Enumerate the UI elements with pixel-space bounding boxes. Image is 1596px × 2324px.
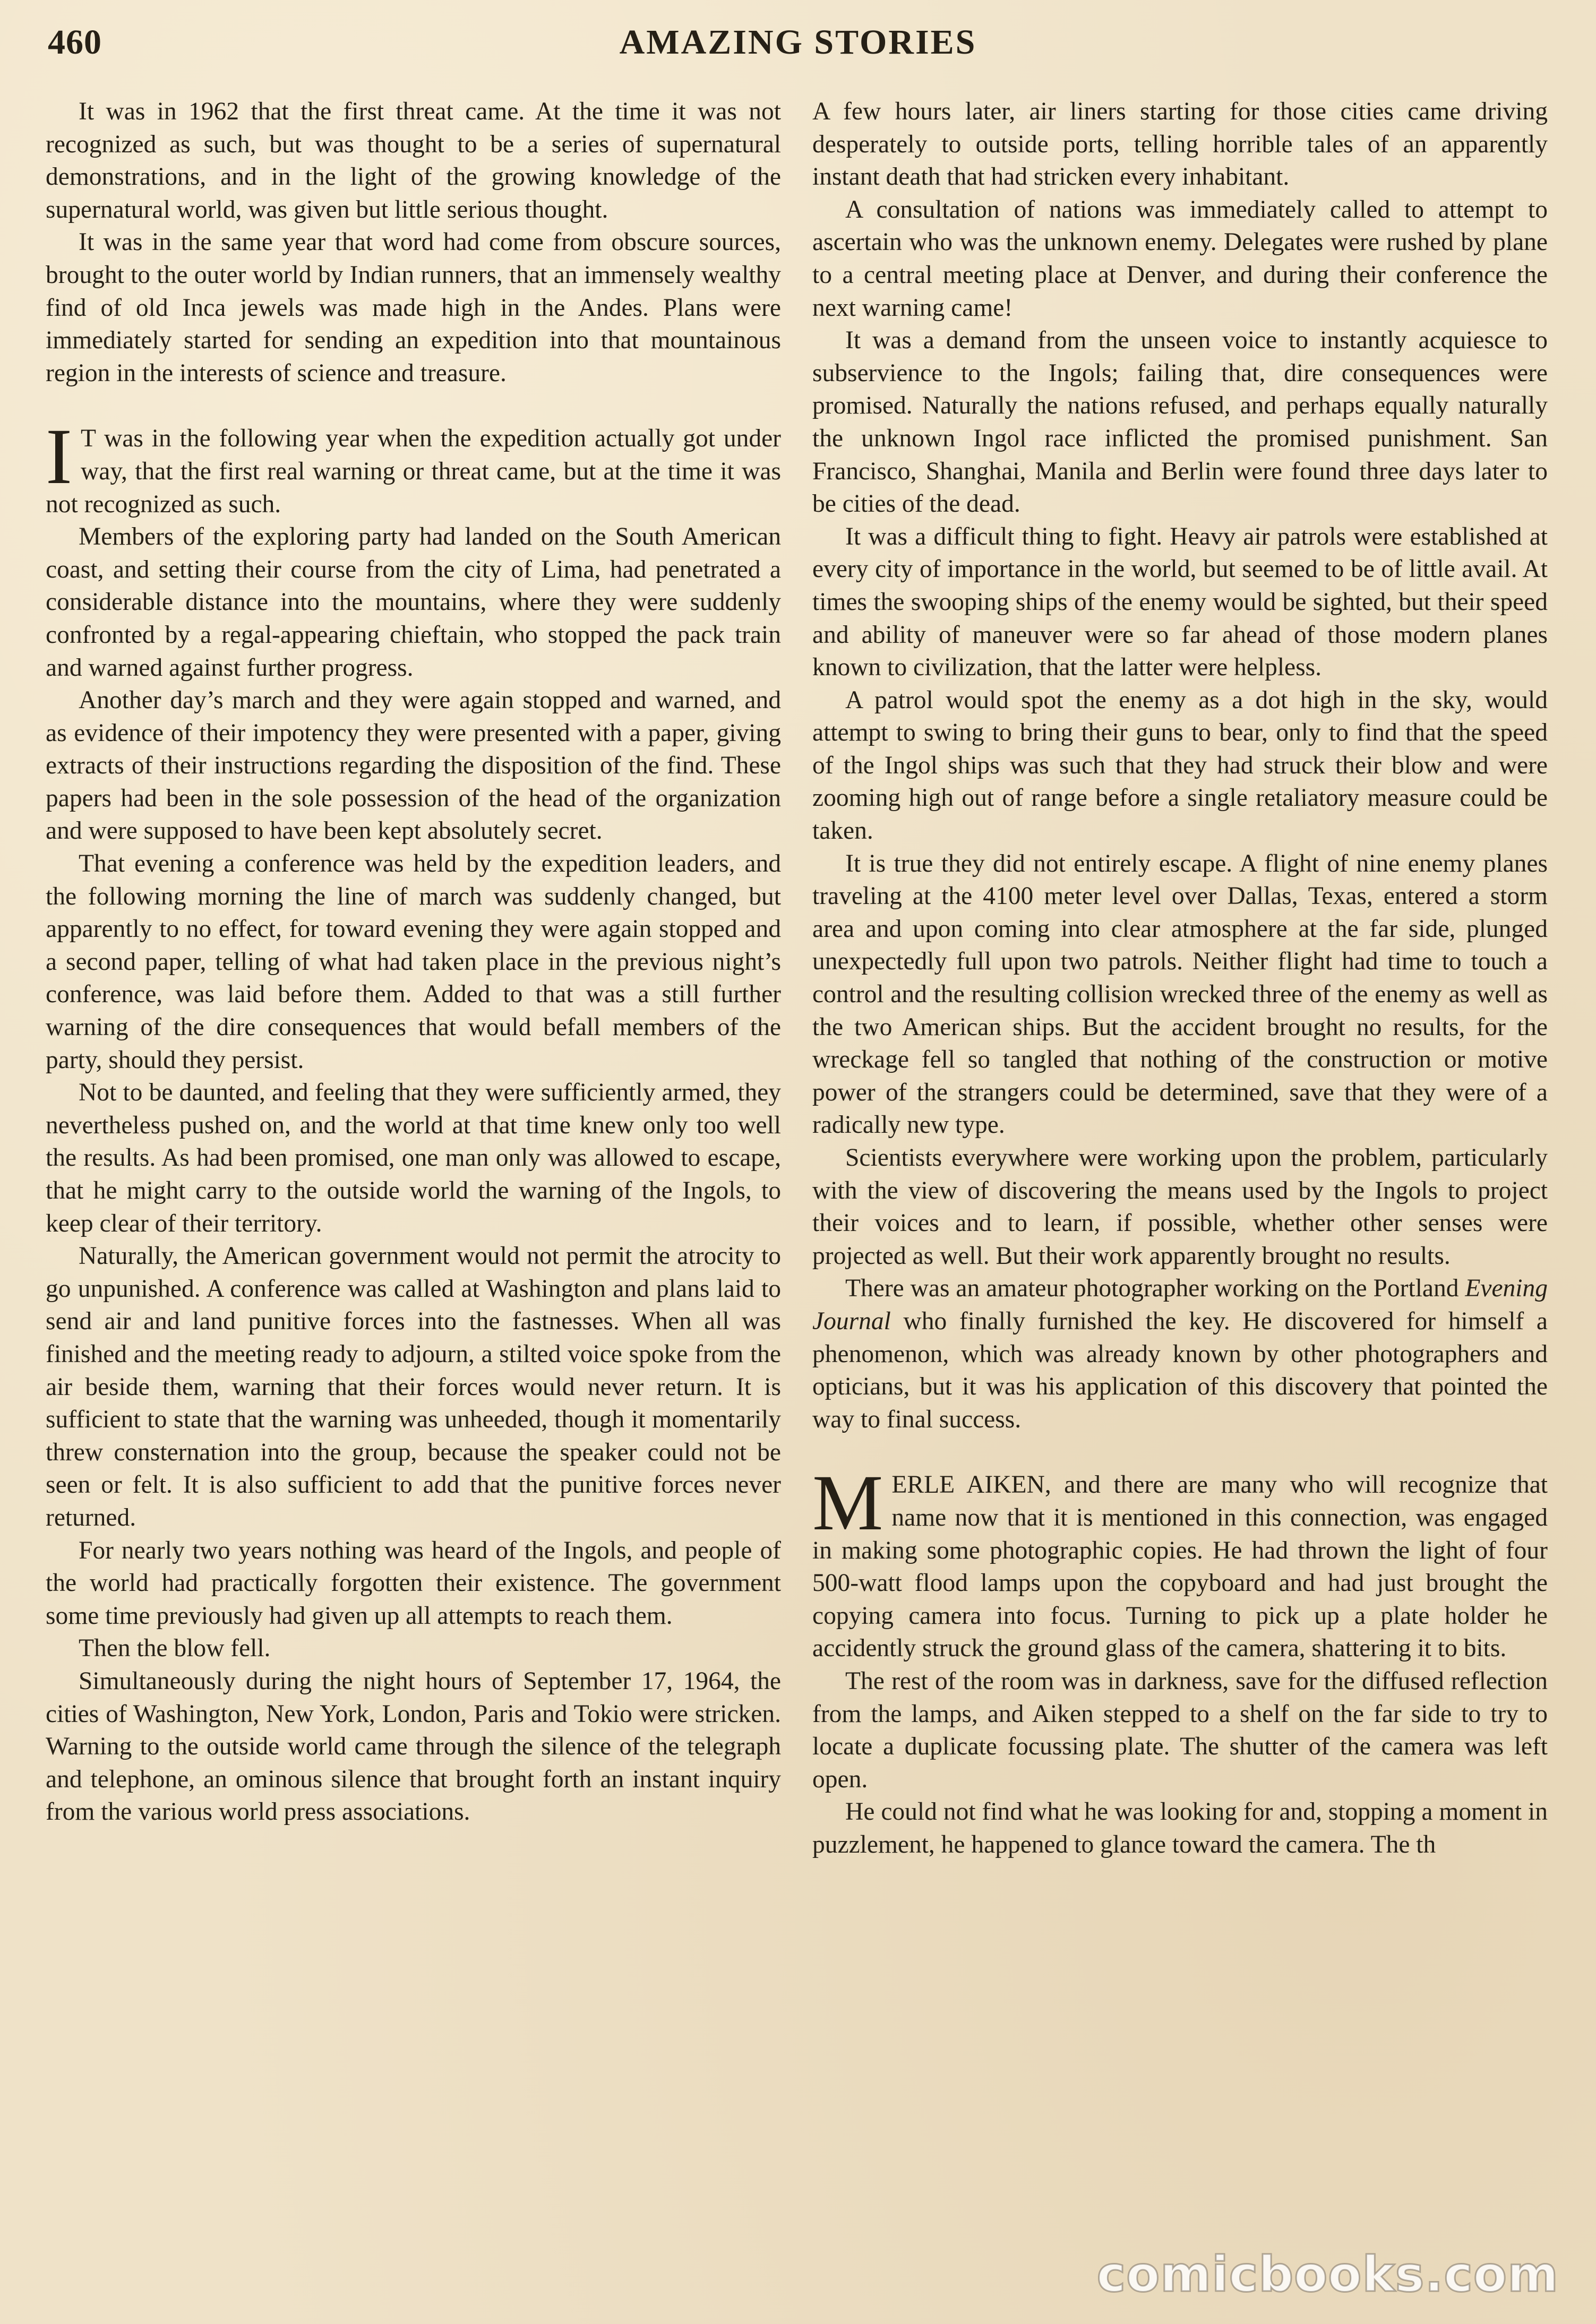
paragraph: The rest of the room was in darkness, save for the diffused reflection from the lamps, and Aiken stepped to a shelf on the far side to try to locate a duplicate focussing plate. The shutter of the camera was left open.	[812, 1667, 1548, 1793]
paragraph-text: There was an amateur photographer working on the Portland	[845, 1275, 1465, 1303]
paragraph: Members of the exploring party had landed on the South American coast, and setting their course from the city of Lima, had penetrated a considerable distance into the mountains, where they were suddenly confronted by a regal-appearing chieftain, who stopped the pack train and warned against further progress.	[46, 523, 781, 682]
paragraph-text: ERLE AIKEN, and there are many who will recognize that name now that it is mentioned in this connection, was engaged in making some photographic copies. He had thrown the light of four 500-watt flood lamps upon the copyboard and had just brought the copying camera into focus. Turning to pick up a plate holder he accidently struck the ground glass of the camera, shattering it to bits.	[812, 1471, 1548, 1663]
paragraph: It was in the same year that word had come from obscure sources, brought to the outer world by Indian runners, that an immensely wealthy find of old Inca jewels was made high in the Andes. Plans were immediately started for sending an expedition into that mountainous region in the interests of science and treasure.	[46, 228, 781, 387]
section-opening-paragraph	[46, 412, 781, 521]
paragraph: For nearly two years nothing was heard of the Ingols, and people of the world had practically forgotten their existence. The government some time previously had given up all attempts to reach them.	[46, 1536, 781, 1630]
paragraph: It was a demand from the unseen voice to instantly acquiesce to subservience to the Ingols; failing that, dire consequences were promised. Naturally the nations refused, and perhaps equally naturally the unknown Ingol race inflicted the promised punishment. San Francisco, Shanghai, Manila and Berlin were found three days later to be cities of the dead.	[812, 326, 1548, 518]
paragraph: Then the blow fell.	[79, 1634, 271, 1663]
page-header	[48, 22, 1548, 70]
left-column	[46, 96, 781, 1829]
paragraph: A patrol would spot the enemy as a dot high in the sky, would attempt to swing to bring their guns to bear, only to find that the speed of the Ingol ships was such that they had struck their blow and were zooming high out of range before a single retaliatory measure could be taken.	[812, 686, 1548, 845]
drop-cap: M	[812, 1459, 883, 1547]
right-column	[812, 96, 1548, 1861]
paragraph: It is true they did not entirely escape. A flight of nine enemy planes traveling at the 4100 meter level over Dallas, Texas, entered a storm area and upon coming into clear atmosphere at the far side, plunged unexpectedly full upon two patrols. Neither flight had time to touch a control and the resulting collision wrecked three of the enemy as well as the two American ships. But the accident brought no results, for the wreckage fell so tangled that nothing of the construction or motive power of the strangers could be determined, save that they were of a radically new type.	[812, 849, 1548, 1139]
site-watermark: comicbooks.com	[1096, 2246, 1559, 2303]
drop-cap: I	[46, 412, 72, 501]
paragraph: It was a difficult thing to fight. Heavy air patrols were established at every city of importance in the world, but seemed to be of little avail. At times the swooping ships of the enemy would be sighted, but their speed and ability of maneuver were so far ahead of those modern planes known to civilization, that the latter were helpless.	[812, 522, 1548, 682]
newspaper-title: Evening Journal	[812, 1275, 1548, 1335]
paragraph: Another day’s march and they were again stopped and warned, and as evidence of their impotency they were presented with a paper, giving extracts of their instructions regarding the disposition of the find. These papers had been in the sole possession of the head of the organization and were supposed to have been kept absolutely secret.	[46, 686, 781, 845]
paragraph: A consultation of nations was immediately called to attempt to ascertain who was the unknown enemy. Delegates were rushed by plane to a central meeting place at Denver, and during their conference the next warning came!	[812, 195, 1548, 322]
paragraph: That evening a conference was held by the expedition leaders, and the following morning the line of march was suddenly changed, but apparently to no effect, for toward evening they were again stopped and a second paper, telling of what had taken place in the previous night’s conference, was laid before them. Added to that was a still further warning of the dire consequences that would befall members of the party, should they persist.	[46, 850, 781, 1074]
magazine-title: AMAZING STORIES	[619, 23, 977, 62]
paragraph: It was in 1962 that the first threat came. At the time it was not recognized as such, but was thought to be a series of supernatural demonstrations, and in the light of the growing knowledge of the supernatural world, was given but little serious thought.	[46, 98, 781, 223]
paragraph: Not to be daunted, and feeling that they were sufficiently armed, they nevertheless pushed on, and the world at that time knew only too well the results. As had been promised, one man only was allowed to escape, that he might carry to the outside world the warning of the Ingols, to keep clear of their territory.	[46, 1079, 781, 1237]
paragraph: Naturally, the American government would not permit the atrocity to go unpunished. A conference was called at Washington and plans laid to send air and land punitive forces into the fastnesses. When all was finished and the meeting ready to adjourn, a stilted voice spoke from the air beside them, warning that their forces would never return. It is sufficient to state that the warning was unheeded, though it momentarily threw consternation into the group, because the speaker could not be seen or felt. It is also sufficient to add that the punitive forces never returned.	[46, 1242, 781, 1531]
page-number: 460	[48, 23, 102, 62]
paragraph: Scientists everywhere were working upon the problem, particularly with the view of discovering the means used by the Ingols to project their voices and to learn, if possible, whether other senses were projected as well. But their work apparently brought no results.	[812, 1144, 1548, 1270]
paragraph	[812, 1272, 1548, 1436]
paragraph: Simultaneously during the night hours of September 17, 1964, the cities of Washington, New York, London, Paris and Tokio were stricken. Warning to the outside world came through the silence of the telegraph and telephone, an ominous silence that brought forth an instant inquiry from the various world press associations.	[46, 1667, 781, 1826]
paragraph: A few hours later, air liners starting for those cities came driving desperately to outside ports, telling horrible tales of an apparently instant death that had stricken every inhabitant.	[812, 98, 1548, 191]
paragraph-text: T was in the following year when the expedition actually got under way, that the first real warning or threat came, but at the time it was not recognized as such.	[46, 425, 781, 518]
paragraph: He could not find what he was looking for and, stopping a moment in puzzlement, he happened to glance toward the camera. The th	[812, 1798, 1548, 1858]
paragraph-text: who finally furnished the key. He discovered for himself a phenomenon, which was already known by other photographers and opticians, but it was his application of this discovery that pointed the way to final success.	[812, 1307, 1548, 1433]
section-opening-paragraph	[812, 1459, 1548, 1665]
